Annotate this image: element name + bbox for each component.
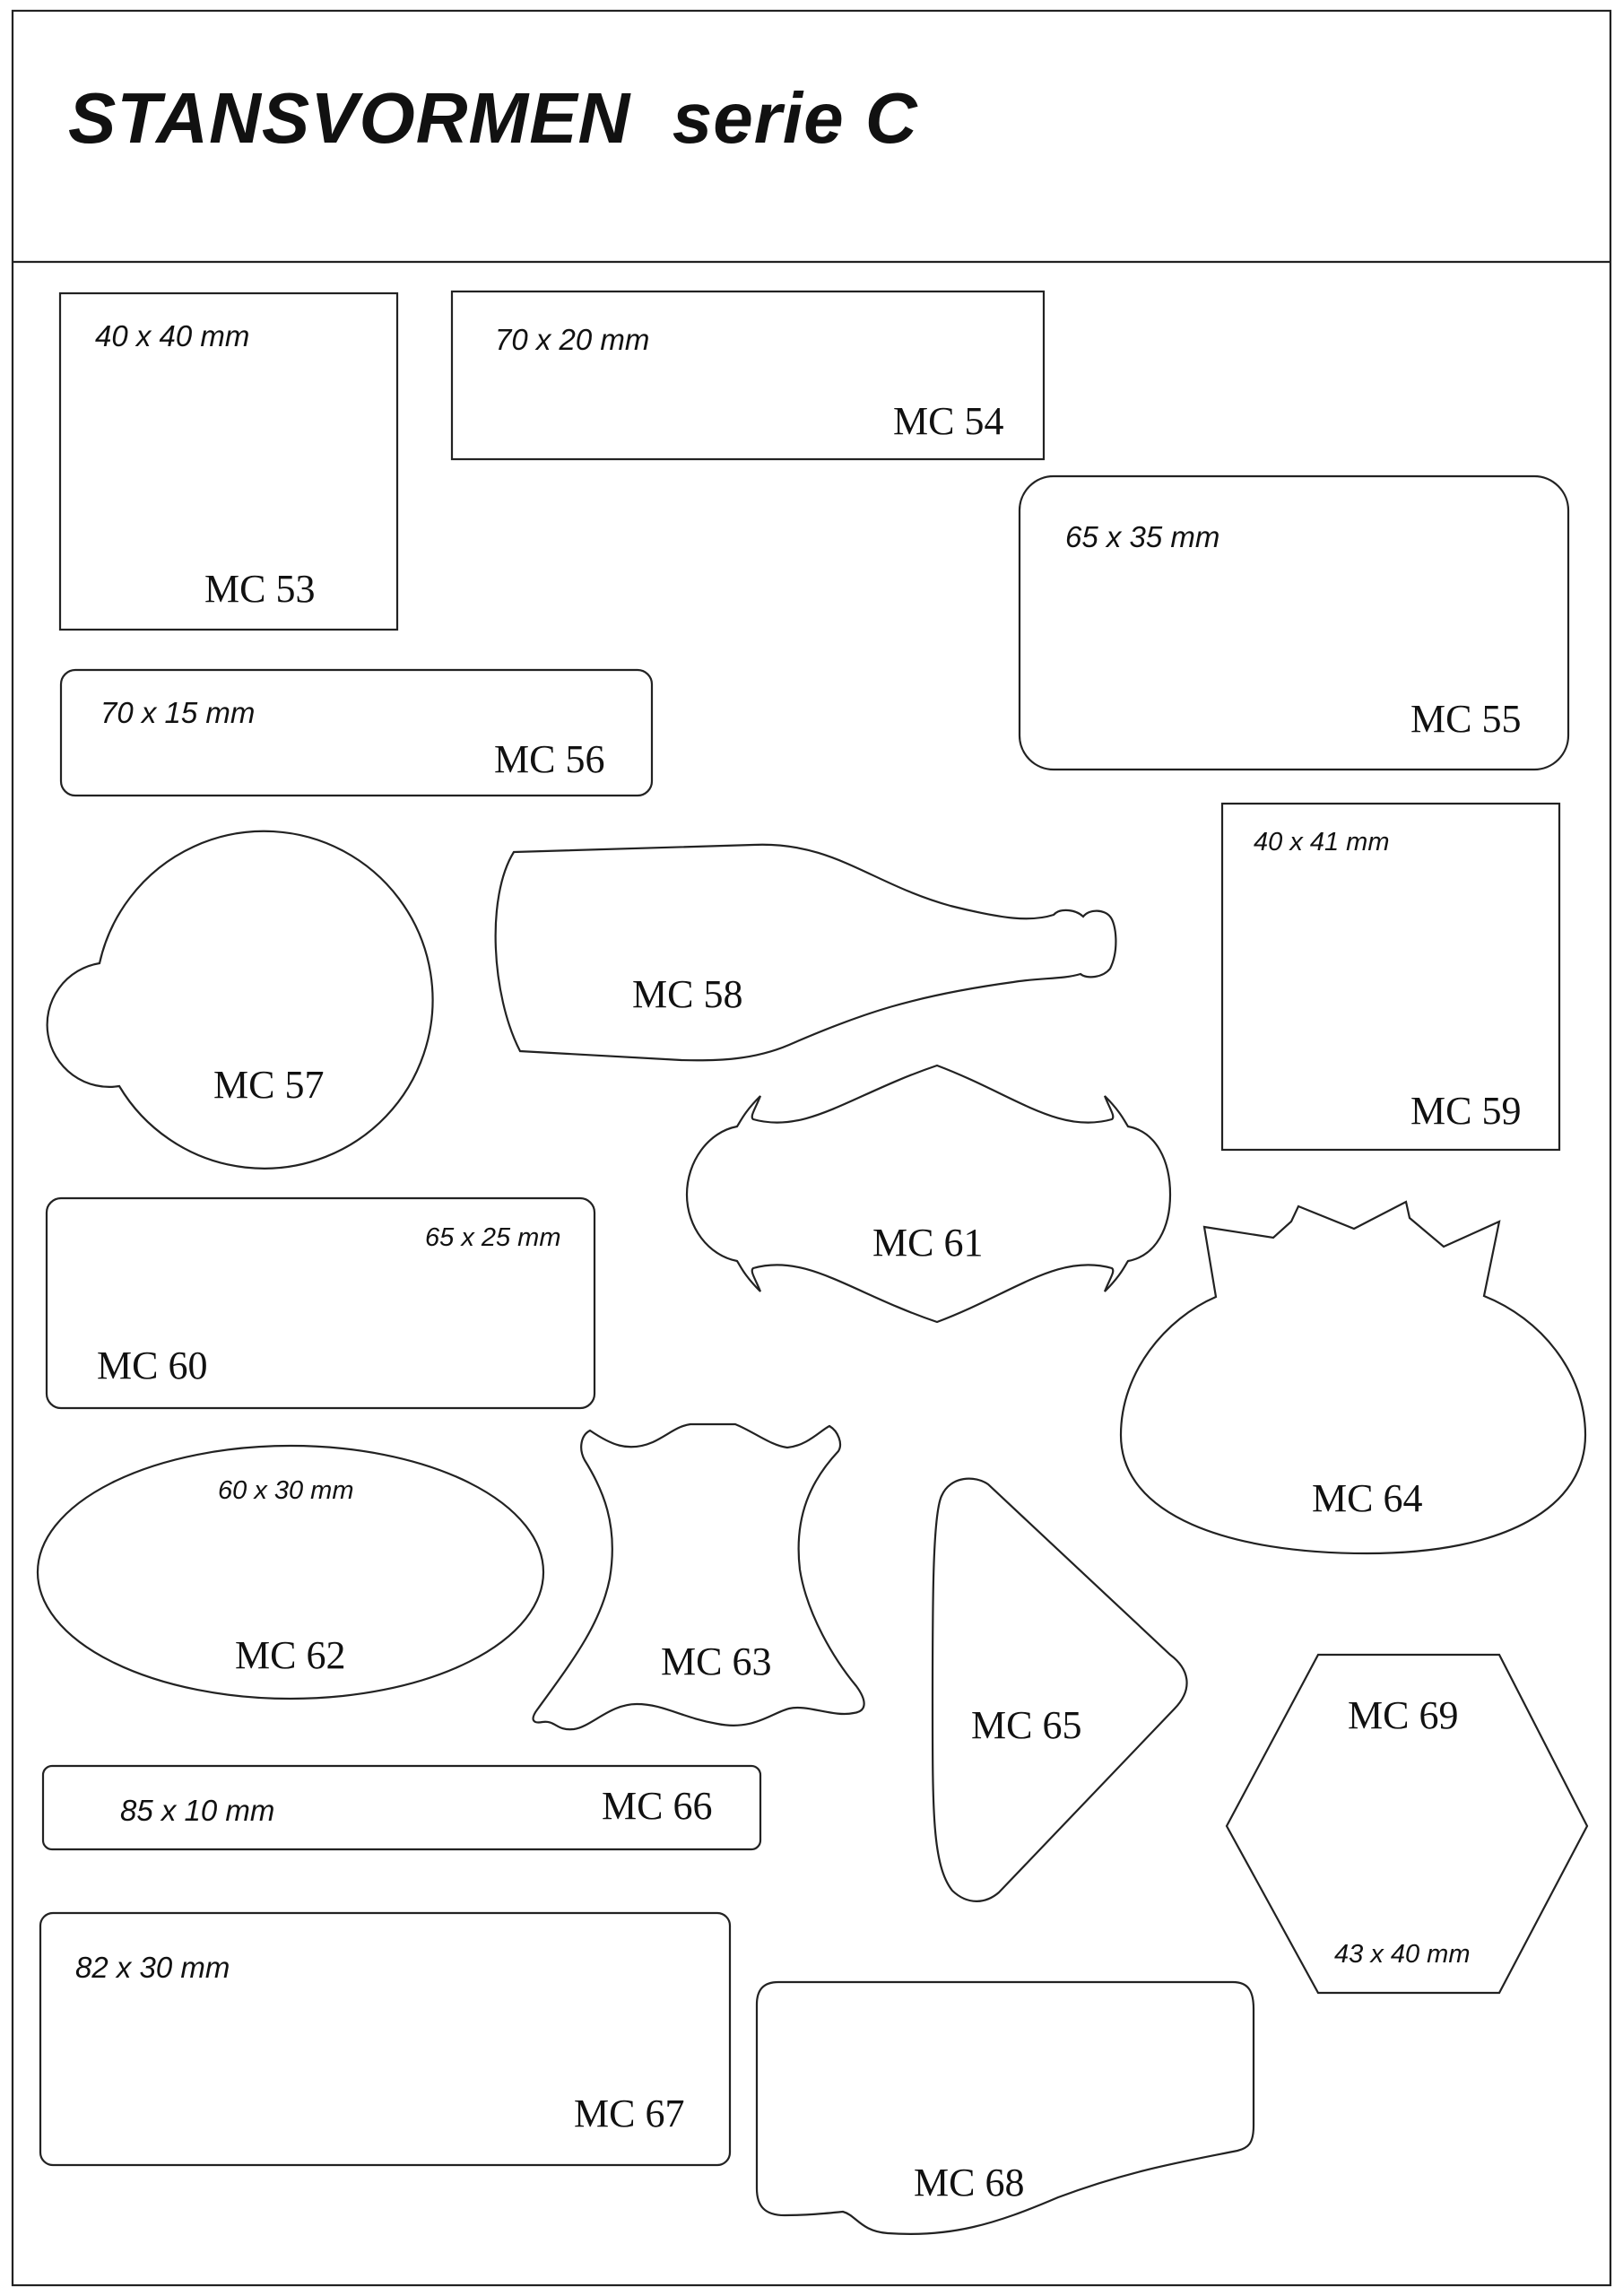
mc67-size: 82 x 30 mm: [75, 1951, 230, 1984]
mc63-code: MC 63: [661, 1639, 772, 1683]
shape-mc60: [47, 1198, 595, 1408]
shape-mc69: [1227, 1655, 1587, 1993]
mc64-code: MC 64: [1312, 1476, 1423, 1520]
mc68-code: MC 68: [914, 2161, 1025, 2205]
mc56-code: MC 56: [494, 737, 605, 781]
mc69-code: MC 69: [1348, 1693, 1459, 1737]
mc56-size: 70 x 15 mm: [100, 696, 256, 729]
mc53-code: MC 53: [204, 567, 316, 611]
mc67-code: MC 67: [574, 2092, 685, 2135]
mc55-size: 65 x 35 mm: [1065, 520, 1220, 553]
shape-mc63: [534, 1424, 864, 1729]
mc63-outline: [534, 1424, 864, 1729]
mc54-code: MC 54: [893, 399, 1004, 443]
mc61-outline: [687, 1065, 1170, 1322]
shape-mc57: [48, 831, 433, 1169]
mc60-code: MC 60: [97, 1344, 208, 1387]
mc55-code: MC 55: [1410, 697, 1522, 741]
mc62-code: MC 62: [235, 1633, 346, 1677]
shape-mc58: [496, 845, 1116, 1061]
shape-mc64: [1121, 1202, 1585, 1553]
mc69-size: 43 x 40 mm: [1334, 1940, 1471, 1969]
mc59-size: 40 x 41 mm: [1254, 828, 1390, 857]
mc58-code: MC 58: [632, 972, 743, 1016]
mc59-code: MC 59: [1410, 1089, 1522, 1133]
page-title: STANSVORMEN serie C: [68, 78, 918, 158]
mc66-code: MC 66: [602, 1784, 713, 1828]
mc66-size: 85 x 10 mm: [120, 1794, 275, 1827]
mc53-size: 40 x 40 mm: [95, 319, 250, 352]
shape-mc55: [1020, 476, 1568, 770]
shape-mc56: [61, 670, 652, 796]
mc54-size: 70 x 20 mm: [495, 323, 650, 356]
mc61-code: MC 61: [872, 1221, 984, 1265]
mc62-size: 60 x 30 mm: [218, 1476, 354, 1505]
mc58-outline: [496, 845, 1116, 1061]
shape-mc66: [43, 1766, 760, 1849]
shape-mc54: [452, 291, 1044, 459]
shape-mc59: [1222, 804, 1559, 1150]
shape-mc53: [60, 293, 397, 630]
shape-mc62: [38, 1446, 543, 1699]
mc60-size: 65 x 25 mm: [425, 1223, 561, 1252]
mc57-code: MC 57: [213, 1063, 325, 1107]
shape-mc65: [933, 1479, 1187, 1901]
shape-mc67: [40, 1913, 730, 2165]
mc65-outline: [933, 1479, 1187, 1901]
shape-mc61: [687, 1065, 1170, 1322]
mc57-outline: [48, 831, 433, 1169]
mc65-code: MC 65: [971, 1703, 1082, 1747]
shape-mc68: [757, 1982, 1254, 2234]
